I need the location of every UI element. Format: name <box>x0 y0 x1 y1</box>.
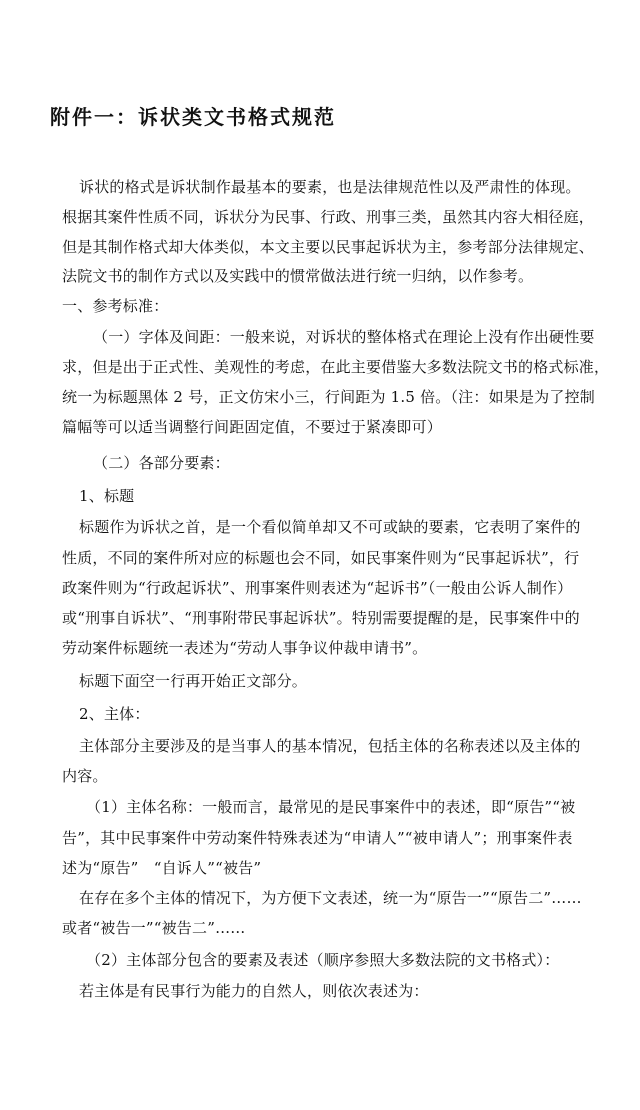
paragraph-line: 政案件则为“行政起诉状”、刑事案件则表述为“起诉书”（一般由公诉人制作） <box>62 579 573 597</box>
paragraph-line: 告”，其中民事案件中劳动案件特殊表述为“申请人”“被申请人”；刑事案件表 <box>62 829 573 847</box>
paragraph-line: 根据其案件性质不同，诉状分为民事、行政、刑事三类，虽然其内容大相径庭， <box>62 208 595 226</box>
paragraph-line: 统一为标题黑体 2 号，正文仿宋小三，行间距为 1.5 倍。（注：如果是为了控制 <box>62 388 595 406</box>
paragraph-line: 若主体是有民事行为能力的自然人，则依次表述为： <box>79 982 429 1000</box>
section-heading: 一、参考标准： <box>62 297 169 315</box>
paragraph-line: 主体部分主要涉及的是当事人的基本情况，包括主体的名称表述以及主体的 <box>79 737 581 755</box>
paragraph-line: 篇幅等可以适当调整行间距固定值，不要过于紧凑即可） <box>62 418 443 436</box>
document-title: 附件一：诉状类文书格式规范 <box>50 105 336 129</box>
paragraph-line: 标题作为诉状之首，是一个看似简单却又不可或缺的要素，它表明了案件的 <box>79 518 581 536</box>
paragraph-line: 性质，不同的案件所对应的标题也会不同，如民事案件则为“民事起诉状”，行 <box>62 549 580 567</box>
paragraph-line: （一）字体及间距：一般来说，对诉状的整体格式在理论上没有作出硬性要 <box>93 328 595 346</box>
paragraph-line: 劳动案件标题统一表述为“劳动人事争议仲裁申请书”。 <box>62 639 428 657</box>
paragraph-line: 述为“原告” “自诉人”“被告” <box>62 859 262 877</box>
paragraph-line: （1）主体名称：一般而言，最常见的是民事案件中的表述，即“原告”“被 <box>86 798 576 816</box>
paragraph-line: 内容。 <box>62 767 108 785</box>
item-heading: 2、主体： <box>79 705 150 723</box>
paragraph-line: 标题下面空一行再开始正文部分。 <box>79 672 308 690</box>
paragraph-line: 求，但是出于正式性、美观性的考虑，在此主要借鉴大多数法院文书的格式标准， <box>62 358 610 376</box>
paragraph-line: 诉状的格式是诉状制作最基本的要素，也是法律规范性以及严肃性的体现。 <box>79 178 581 196</box>
paragraph-line: 或者“被告一”“被告二”…… <box>62 919 246 937</box>
paragraph-line: 但是其制作格式却大体类似，本文主要以民事起诉状为主，参考部分法律规定、 <box>62 238 595 256</box>
paragraph-line: 法院文书的制作方式以及实践中的惯常做法进行统一归纳，以作参考。 <box>62 267 534 285</box>
paragraph-line: （2）主体部分包含的要素及表述（顺序参照大多数法院的文书格式）： <box>86 951 560 969</box>
subsection-heading: （二）各部分要素： <box>93 454 230 472</box>
item-heading: 1、标题 <box>79 487 135 505</box>
paragraph-line: 或“刑事自诉状”、“刑事附带民事起诉状”。特别需要提醒的是，民事案件中的 <box>62 609 580 627</box>
paragraph-line: 在存在多个主体的情况下，为方便下文表述，统一为“原告一”“原告二”…… <box>79 889 582 907</box>
